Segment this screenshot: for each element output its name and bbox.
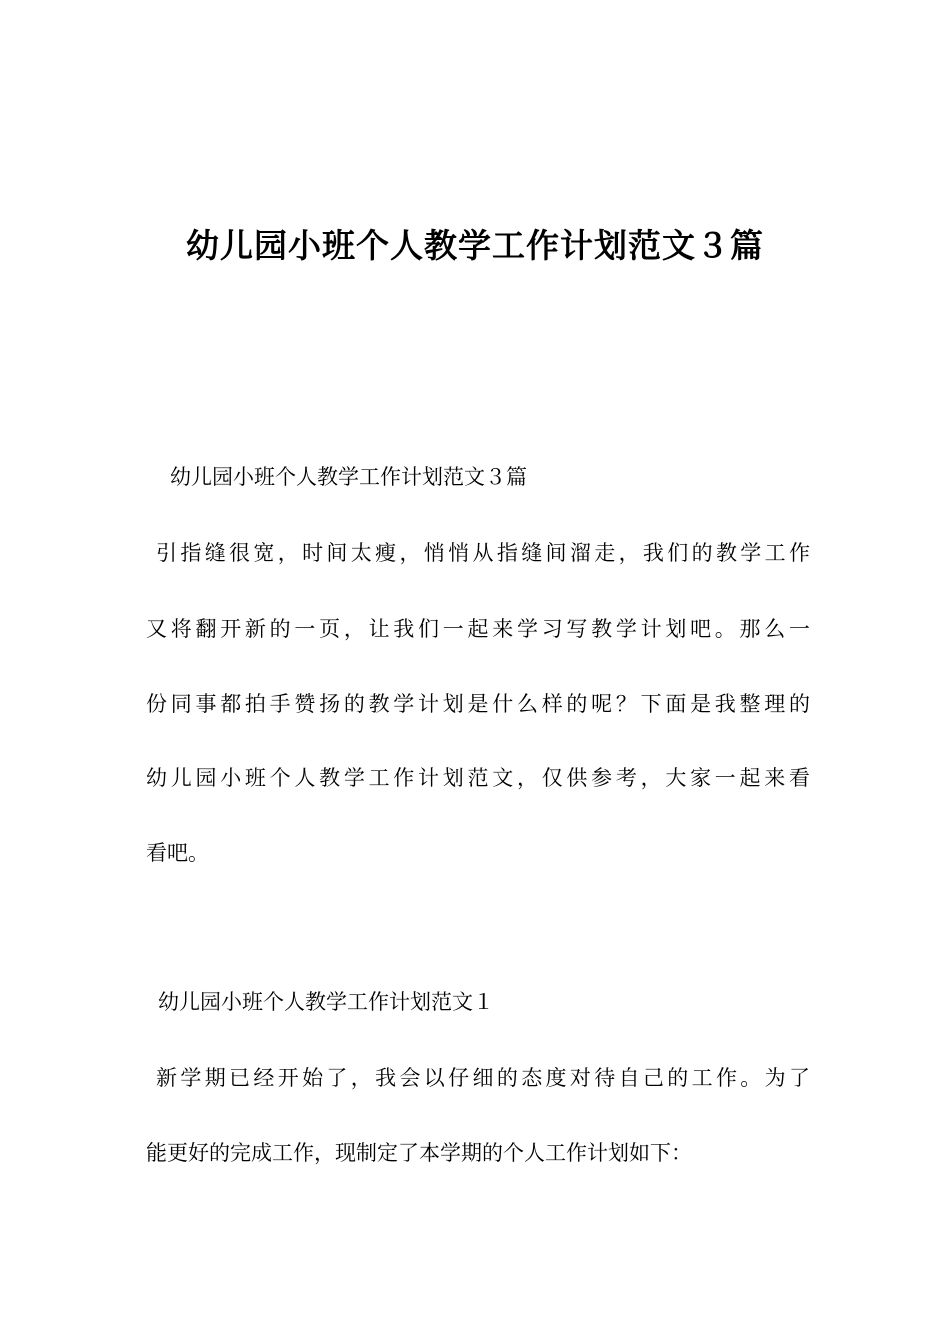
article-subtitle: 幼儿园小班个人教学工作计划范文３篇 bbox=[170, 465, 527, 489]
document-title: 幼儿园小班个人教学工作计划范文３篇 bbox=[186, 226, 764, 265]
intro-line-3: 份同事都拍手赞扬的教学计划是什么样的呢？下面是我整理的 bbox=[146, 692, 810, 716]
section-line-2: 能更好的完成工作，现制定了本学期的个人工作计划如下： bbox=[146, 1141, 692, 1165]
intro-line-5: 看吧。 bbox=[146, 841, 209, 865]
intro-line-2: 又将翻开新的一页，让我们一起来学习写教学计划吧。那么一 bbox=[146, 617, 810, 641]
intro-line-1: 引指缝很宽，时间太瘦，悄悄从指缝间溜走，我们的教学工作 bbox=[156, 541, 810, 565]
section-line-1: 新学期已经开始了，我会以仔细的态度对待自己的工作。为了 bbox=[156, 1066, 810, 1090]
section-heading: 幼儿园小班个人教学工作计划范文１ bbox=[158, 990, 494, 1014]
intro-line-4: 幼儿园小班个人教学工作计划范文，仅供参考，大家一起来看 bbox=[146, 766, 810, 790]
